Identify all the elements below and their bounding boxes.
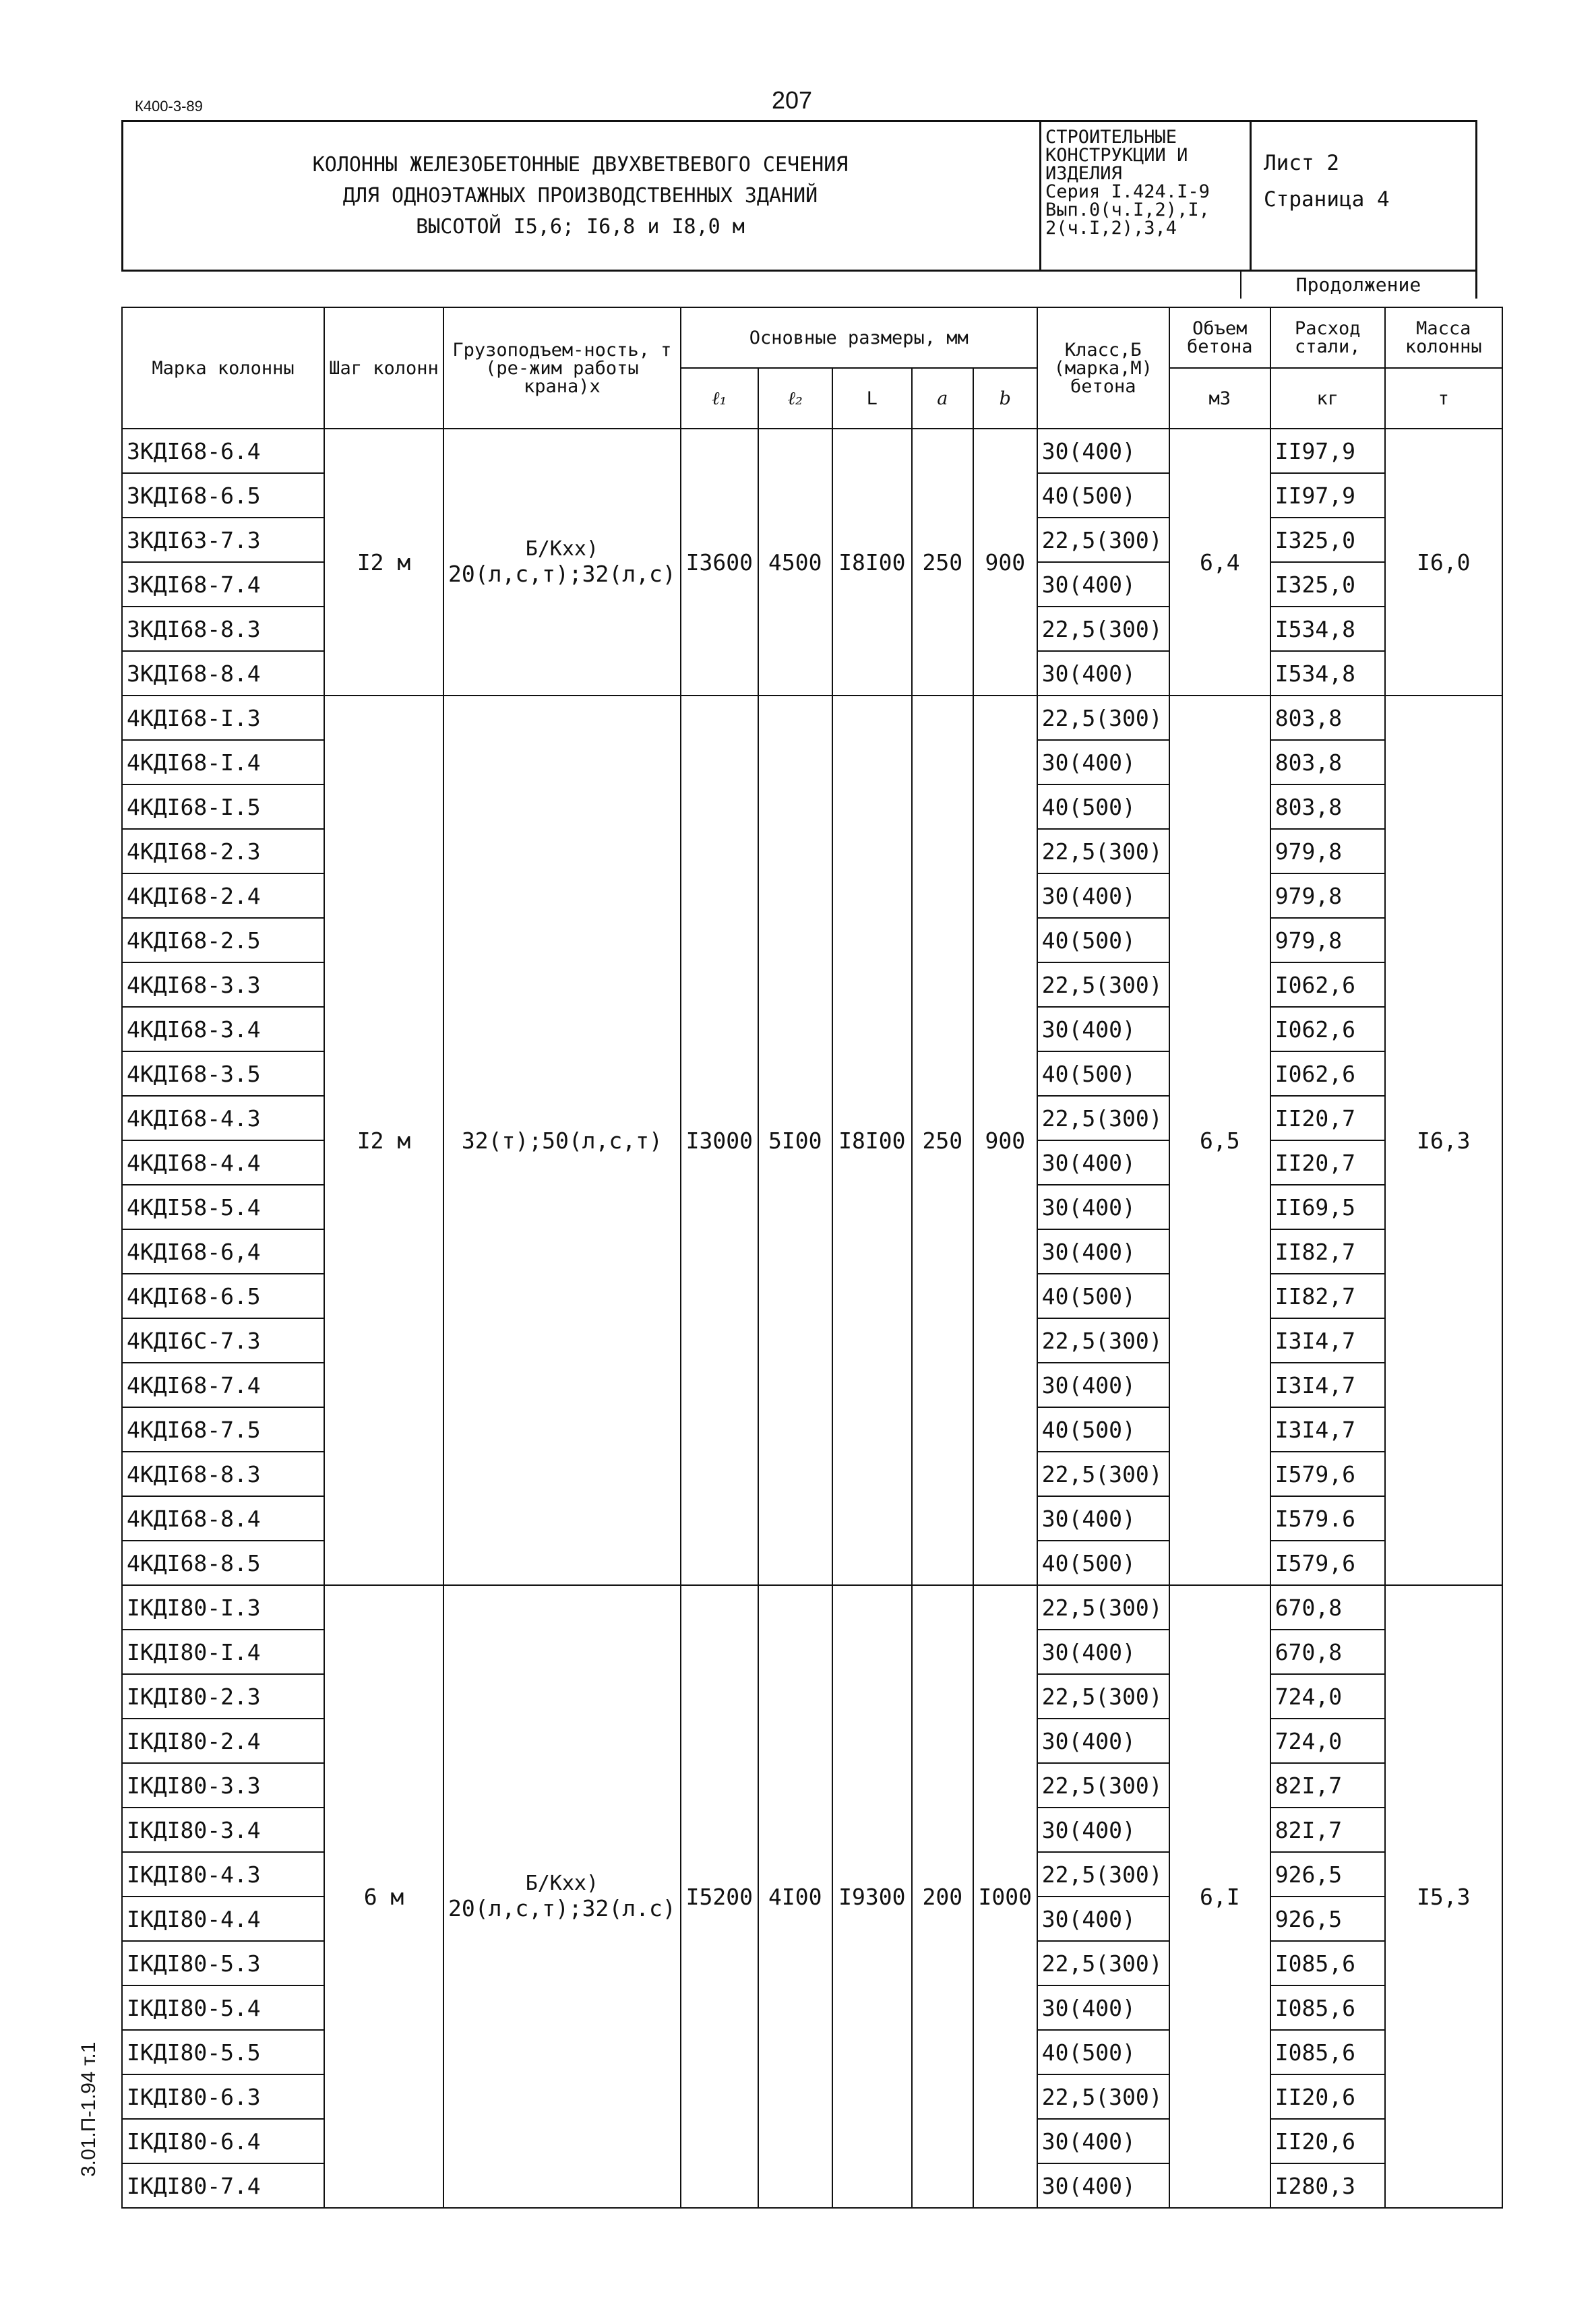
concrete-volume: 6,I <box>1169 1585 1270 2208</box>
column-mark: 4КДI68-I.3 <box>122 696 324 740</box>
concrete-class: 30(400) <box>1037 1808 1169 1852</box>
concrete-class: 30(400) <box>1037 2163 1169 2208</box>
capacity-value: 20(л,с,т);32(л,с) <box>448 561 676 587</box>
column-mark: IКДI80-I.3 <box>122 1585 324 1630</box>
column-mark: 4КДI6C-7.3 <box>122 1318 324 1363</box>
steel-consumption: I062,6 <box>1270 1051 1385 1096</box>
steel-consumption: I085,6 <box>1270 1985 1385 2030</box>
column-mass: I6,3 <box>1385 696 1502 1585</box>
steel-consumption: I579,6 <box>1270 1452 1385 1496</box>
capacity-value: 32(т);50(л,с,т) <box>461 1127 663 1154</box>
column-mark: 4КДI68-3.5 <box>122 1051 324 1096</box>
table-row <box>122 429 1502 473</box>
column-mark: IКДI80-I.4 <box>122 1630 324 1674</box>
header-volume: Объем бетона <box>1169 307 1270 368</box>
header-b: b <box>973 368 1037 429</box>
steel-consumption: II20,6 <box>1270 2119 1385 2163</box>
steel-consumption: 979,8 <box>1270 829 1385 873</box>
header-a: a <box>912 368 973 429</box>
sheet-page: Страница 4 <box>1264 187 1390 212</box>
concrete-volume: 6,5 <box>1169 696 1270 1585</box>
steel-consumption: II20,7 <box>1270 1096 1385 1140</box>
steel-consumption: 724,0 <box>1270 1719 1385 1763</box>
steel-consumption: I325,0 <box>1270 518 1385 562</box>
capacity-cell <box>443 696 681 1585</box>
column-mark: 4КДI68-4.4 <box>122 1140 324 1185</box>
steel-consumption: I534,8 <box>1270 607 1385 651</box>
concrete-class: 22,5(300) <box>1037 696 1169 740</box>
concrete-class: 30(400) <box>1037 429 1169 473</box>
column-mark: 4КДI68-2.4 <box>122 873 324 918</box>
series-block: СТРОИТЕЛЬНЫЕ КОНСТРУКЦИИ И ИЗДЕЛИЯ Серия I.424.I-9 Вып.0(ч.I,2),I, 2(ч.I,2),3,4 <box>1041 120 1252 272</box>
column-mark: 3КДI68-6.4 <box>122 429 324 473</box>
column-mark: IКДI80-4.3 <box>122 1852 324 1897</box>
concrete-class: 40(500) <box>1037 2030 1169 2074</box>
column-mark: IКДI80-5.4 <box>122 1985 324 2030</box>
column-mark: 4КДI68-4.3 <box>122 1096 324 1140</box>
column-mark: IКДI80-3.3 <box>122 1763 324 1808</box>
column-mark: 3КДI68-8.3 <box>122 607 324 651</box>
column-mark: IКДI80-4.4 <box>122 1897 324 1941</box>
concrete-class: 22,5(300) <box>1037 607 1169 651</box>
concrete-class: 30(400) <box>1037 1630 1169 1674</box>
dim-L: I8I00 <box>832 696 912 1585</box>
steel-consumption: 724,0 <box>1270 1674 1385 1719</box>
steel-consumption: 926,5 <box>1270 1897 1385 1941</box>
steel-consumption: I085,6 <box>1270 1941 1385 1985</box>
crane-mode-note: Б/Кxx) <box>525 1872 599 1895</box>
concrete-class: 30(400) <box>1037 873 1169 918</box>
concrete-class: 30(400) <box>1037 1007 1169 1051</box>
column-mark: IКДI80-3.4 <box>122 1808 324 1852</box>
column-mark: IКДI80-6.4 <box>122 2119 324 2163</box>
column-mark: 4КДI68-6.5 <box>122 1274 324 1318</box>
steel-consumption: II97,9 <box>1270 473 1385 518</box>
concrete-class: 22,5(300) <box>1037 1096 1169 1140</box>
header-dims: Основные размеры, мм <box>681 307 1037 368</box>
capacity-cell <box>443 1585 681 2208</box>
step-cell: 6 м <box>324 1585 443 2208</box>
dim-b: I000 <box>973 1585 1037 2208</box>
steel-consumption: 82I,7 <box>1270 1808 1385 1852</box>
dim-b: 900 <box>973 429 1037 696</box>
column-mark: 4КДI68-3.3 <box>122 962 324 1007</box>
column-mark: 4КДI68-8.4 <box>122 1496 324 1541</box>
concrete-class: 30(400) <box>1037 1229 1169 1274</box>
concrete-class: 40(500) <box>1037 473 1169 518</box>
steel-consumption: I062,6 <box>1270 1007 1385 1051</box>
column-mark: 4КДI68-8.3 <box>122 1452 324 1496</box>
steel-consumption: I3I4,7 <box>1270 1318 1385 1363</box>
steel-consumption: II82,7 <box>1270 1229 1385 1274</box>
header-mark: Марка колонны <box>122 307 324 429</box>
dim-a: 250 <box>912 429 973 696</box>
steel-consumption: I3I4,7 <box>1270 1363 1385 1407</box>
steel-consumption: 803,8 <box>1270 740 1385 784</box>
sheet-block <box>1264 145 1390 218</box>
concrete-class: 22,5(300) <box>1037 962 1169 1007</box>
concrete-class: 40(500) <box>1037 1274 1169 1318</box>
column-mark: IКДI80-5.5 <box>122 2030 324 2074</box>
dim-L: I9300 <box>832 1585 912 2208</box>
concrete-class: 22,5(300) <box>1037 1318 1169 1363</box>
dim-l1: I3000 <box>681 696 758 1585</box>
concrete-class: 30(400) <box>1037 2119 1169 2163</box>
concrete-class: 30(400) <box>1037 1185 1169 1229</box>
concrete-class: 22,5(300) <box>1037 2074 1169 2119</box>
header-L: L <box>832 368 912 429</box>
concrete-volume: 6,4 <box>1169 429 1270 696</box>
dim-b: 900 <box>973 696 1037 1585</box>
column-mark: 4КДI68-6,4 <box>122 1229 324 1274</box>
column-mark: 3КДI63-7.3 <box>122 518 324 562</box>
steel-consumption: 82I,7 <box>1270 1763 1385 1808</box>
steel-consumption: I579.6 <box>1270 1496 1385 1541</box>
steel-consumption: II69,5 <box>1270 1185 1385 1229</box>
capacity-cell <box>443 429 681 696</box>
header-steel-unit: кг <box>1270 368 1385 429</box>
steel-consumption: 926,5 <box>1270 1852 1385 1897</box>
dim-l1: I5200 <box>681 1585 758 2208</box>
column-mark: IКДI80-7.4 <box>122 2163 324 2208</box>
steel-consumption: I3I4,7 <box>1270 1407 1385 1452</box>
steel-consumption: I062,6 <box>1270 962 1385 1007</box>
column-mark: 4КДI58-5.4 <box>122 1185 324 1229</box>
header-l1: ℓ₁ <box>681 368 758 429</box>
header-capacity: Грузоподъем-ность, т (ре-жим работы крана)x <box>443 307 681 429</box>
title-line-3: ВЫСОТОЙ I5,6; I6,8 и I8,0 м <box>416 214 745 239</box>
steel-consumption: 670,8 <box>1270 1630 1385 1674</box>
dim-a: 200 <box>912 1585 973 2208</box>
concrete-class: 22,5(300) <box>1037 1852 1169 1897</box>
column-mark: 4КДI68-7.5 <box>122 1407 324 1452</box>
crane-mode-note: Б/Кxx) <box>525 537 599 561</box>
concrete-class: 22,5(300) <box>1037 1763 1169 1808</box>
steel-consumption: I085,6 <box>1270 2030 1385 2074</box>
title-line-1: КОЛОННЫ ЖЕЛЕЗОБЕТОННЫЕ ДВУХВЕТВЕВОГО СЕЧЕНИЯ <box>312 152 849 177</box>
concrete-class: 40(500) <box>1037 784 1169 829</box>
concrete-class: 30(400) <box>1037 651 1169 696</box>
concrete-class: 22,5(300) <box>1037 1585 1169 1630</box>
concrete-class: 30(400) <box>1037 1897 1169 1941</box>
steel-consumption: 979,8 <box>1270 918 1385 962</box>
concrete-class: 30(400) <box>1037 1985 1169 2030</box>
sheet-label: Лист 2 <box>1264 151 1339 175</box>
steel-consumption: 803,8 <box>1270 696 1385 740</box>
header-volume-unit: м3 <box>1169 368 1270 429</box>
column-mark: IКДI80-2.4 <box>122 1719 324 1763</box>
concrete-class: 40(500) <box>1037 1541 1169 1585</box>
concrete-class: 40(500) <box>1037 918 1169 962</box>
steel-consumption: II82,7 <box>1270 1274 1385 1318</box>
steel-consumption: 670,8 <box>1270 1585 1385 1630</box>
columns-table <box>121 307 1503 2209</box>
header-mass: Масса колонны <box>1385 307 1502 368</box>
steel-consumption: II97,9 <box>1270 429 1385 473</box>
column-mass: I5,3 <box>1385 1585 1502 2208</box>
concrete-class: 30(400) <box>1037 1719 1169 1763</box>
concrete-class: 30(400) <box>1037 1363 1169 1407</box>
step-cell: I2 м <box>324 696 443 1585</box>
header-step: Шаг колонн <box>324 307 443 429</box>
steel-consumption: I534,8 <box>1270 651 1385 696</box>
concrete-class: 22,5(300) <box>1037 1941 1169 1985</box>
step-cell: I2 м <box>324 429 443 696</box>
concrete-class: 22,5(300) <box>1037 518 1169 562</box>
steel-consumption: 979,8 <box>1270 873 1385 918</box>
column-mark: 4КДI68-3.4 <box>122 1007 324 1051</box>
concrete-class: 30(400) <box>1037 1496 1169 1541</box>
concrete-class: 40(500) <box>1037 1407 1169 1452</box>
column-mark: 3КДI68-8.4 <box>122 651 324 696</box>
column-mark: IКДI80-6.3 <box>122 2074 324 2119</box>
column-mark: IКДI80-5.3 <box>122 1941 324 1985</box>
steel-consumption: 803,8 <box>1270 784 1385 829</box>
steel-consumption: II20,6 <box>1270 2074 1385 2119</box>
title-line-2: ДЛЯ ОДНОЭТАЖНЫХ ПРОИЗВОДСТВЕННЫХ ЗДАНИЙ <box>342 183 818 208</box>
concrete-class: 30(400) <box>1037 740 1169 784</box>
capacity-value: 20(л,с,т);32(л.с) <box>448 1895 676 1921</box>
page-number: 207 <box>772 86 813 114</box>
column-mark: 4КДI68-2.5 <box>122 918 324 962</box>
table-row <box>122 1585 1502 1630</box>
dim-l2: 5I00 <box>758 696 832 1585</box>
document-code: К400-3-89 <box>135 98 203 115</box>
concrete-class: 30(400) <box>1037 562 1169 607</box>
header-l2: ℓ₂ <box>758 368 832 429</box>
concrete-class: 40(500) <box>1037 1051 1169 1096</box>
title-main-cell <box>121 120 1041 272</box>
header-class: Класс,Б (марка,М) бетона <box>1037 307 1169 429</box>
header-steel: Расход стали, <box>1270 307 1385 368</box>
column-mark: 4КДI68-7.4 <box>122 1363 324 1407</box>
concrete-class: 22,5(300) <box>1037 1674 1169 1719</box>
steel-consumption: I280,3 <box>1270 2163 1385 2208</box>
column-mark: 3КДI68-7.4 <box>122 562 324 607</box>
concrete-class: 22,5(300) <box>1037 829 1169 873</box>
concrete-class: 30(400) <box>1037 1140 1169 1185</box>
column-mark: 4КДI68-2.3 <box>122 829 324 873</box>
header-mass-unit: т <box>1385 368 1502 429</box>
dim-l2: 4500 <box>758 429 832 696</box>
steel-consumption: I325,0 <box>1270 562 1385 607</box>
concrete-class: 22,5(300) <box>1037 1452 1169 1496</box>
column-mark: 3КДI68-6.5 <box>122 473 324 518</box>
steel-consumption: I579,6 <box>1270 1541 1385 1585</box>
column-mark: 4КДI68-I.5 <box>122 784 324 829</box>
column-mark: 4КДI68-I.4 <box>122 740 324 784</box>
table-row <box>122 696 1502 740</box>
column-mark: IКДI80-2.3 <box>122 1674 324 1719</box>
dim-l1: I3600 <box>681 429 758 696</box>
steel-consumption: II20,7 <box>1270 1140 1385 1185</box>
dim-L: I8I00 <box>832 429 912 696</box>
dim-a: 250 <box>912 696 973 1585</box>
side-code: 3.01.П-1.94 т.1 <box>78 2041 100 2177</box>
column-mark: 4КДI68-8.5 <box>122 1541 324 1585</box>
continuation-label: Продолжение <box>1240 272 1477 299</box>
dim-l2: 4I00 <box>758 1585 832 2208</box>
column-mass: I6,0 <box>1385 429 1502 696</box>
table-body <box>122 429 1502 2208</box>
